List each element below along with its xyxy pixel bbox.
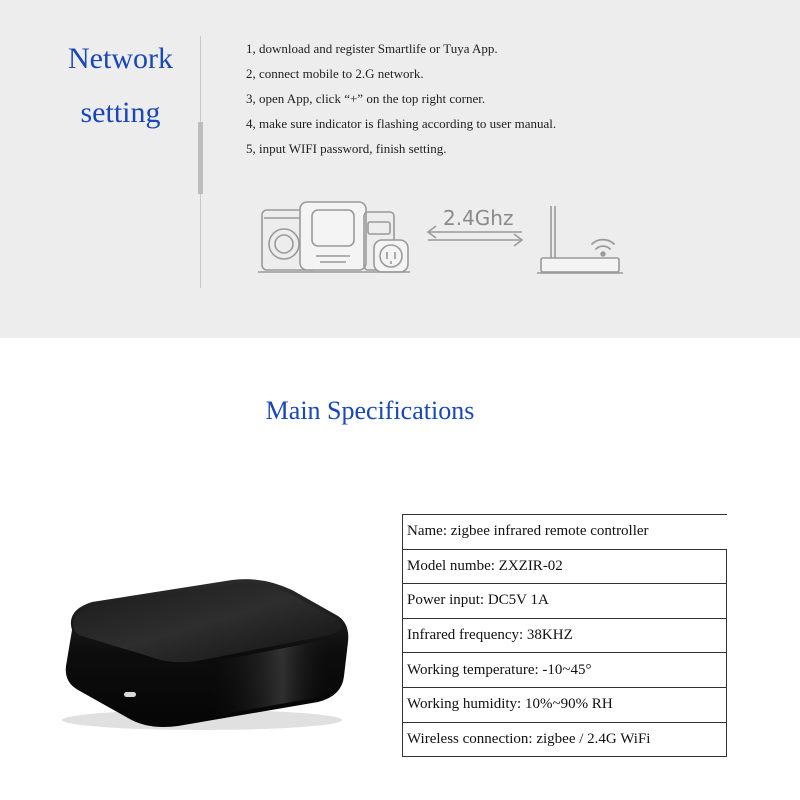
setup-step: 1, download and register Smartlife or Tuya App. (246, 41, 498, 56)
table-row (403, 515, 727, 550)
frequency-label: 2.4Ghz (443, 206, 514, 230)
setup-steps-list (246, 40, 556, 165)
setup-step: 3, open App, click “+” on the top right corner. (246, 91, 486, 106)
specifications-table (402, 514, 727, 757)
table-row (403, 618, 727, 653)
divider-accent (198, 122, 203, 194)
spec-infrared-frequency: Infrared frequency: 38KHZ (403, 618, 727, 653)
table-row (403, 584, 727, 619)
zigbee-remote-controller-image (52, 572, 358, 732)
table-row (403, 653, 727, 688)
spec-working-temperature: Working temperature: -10~45° (403, 653, 727, 688)
wifi-icon (592, 240, 614, 256)
table-row (403, 687, 727, 722)
setup-step: 2, connect mobile to 2.G network. (246, 66, 424, 81)
spec-power-input: Power input: DC5V 1A (403, 584, 727, 619)
spec-name: Name: zigbee infrared remote controller (403, 515, 727, 550)
setup-step: 4, make sure indicator is flashing according to user manual. (246, 116, 557, 131)
router-icon (537, 206, 623, 273)
spec-working-humidity: Working humidity: 10%~90% RH (403, 687, 727, 722)
table-row (403, 722, 727, 757)
main-specifications-title: Main Specifications (265, 396, 475, 425)
spec-wireless-connection: Wireless connection: zigbee / 2.4G WiFi (403, 722, 727, 757)
network-setting-title-line1: Network (68, 42, 173, 75)
setup-step: 5, input WIFI password, finish setting. (246, 141, 447, 156)
spec-model: Model numbe: ZXZIR-02 (403, 549, 727, 584)
network-setting-title-line2: setting (80, 96, 161, 129)
smart-devices-icon (258, 202, 410, 272)
table-row (403, 549, 727, 584)
